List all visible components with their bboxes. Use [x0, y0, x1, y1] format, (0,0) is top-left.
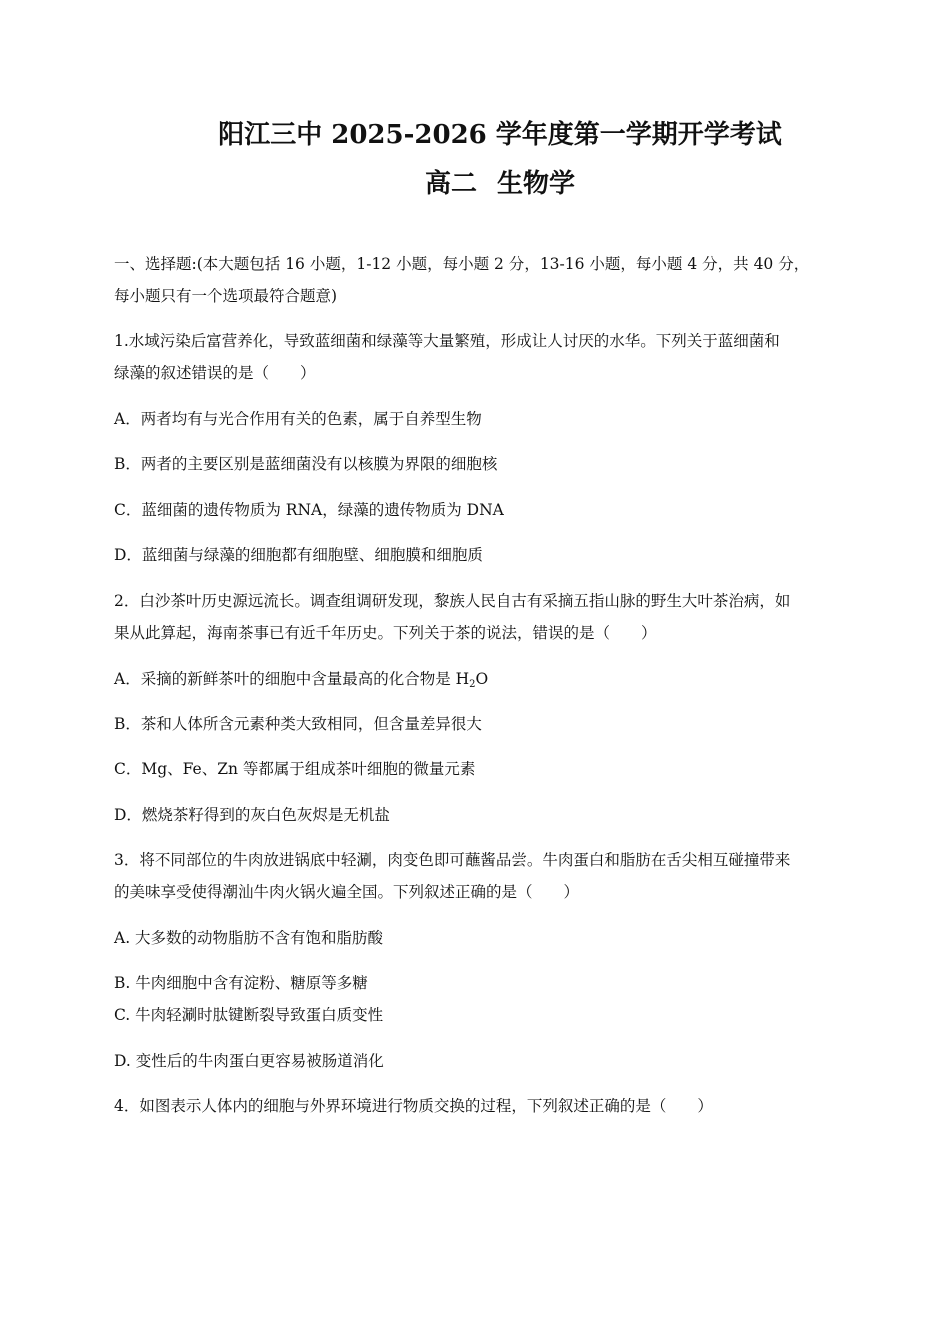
question-2-stem-line1: 2．白沙茶叶历史源远流长。调查组调研发现，黎族人民自古有采摘五指山脉的野生大叶茶治病，如: [114, 592, 791, 610]
question-1-stem-line1: 1.水域污染后富营养化，导致蓝细菌和绿藻等大量繁殖，形成让人讨厌的水华。下列关于蓝细菌和: [114, 332, 780, 350]
exam-title: 阳江三中 2025-2026 学年度第一学期开学考试: [218, 120, 782, 150]
question-3-option-a: A. 大多数的动物脂肪不含有饱和脂肪酸: [114, 929, 384, 947]
question-1-stem-line2: 绿藻的叙述错误的是（ ）: [114, 364, 316, 382]
question-2-option-b: B．茶和人体所含元素种类大致相同，但含量差异很大: [114, 715, 482, 733]
question-1-option-b: B．两者的主要区别是蓝细菌没有以核膜为界限的细胞核: [114, 455, 498, 473]
question-2-option-d: D．燃烧茶籽得到的灰白色灰烬是无机盐: [114, 806, 390, 824]
exam-subtitle: [0, 163, 950, 200]
section-instructions-line2: 每小题只有一个选项最符合题意): [114, 287, 338, 305]
question-1-option-c: C．蓝细菌的遗传物质为 RNA，绿藻的遗传物质为 DNA: [114, 501, 504, 519]
question-2-option-a: [114, 668, 488, 696]
question-3-stem-line2: 的美味享受使得潮汕牛肉火锅火遍全国。下列叙述正确的是（ ）: [114, 883, 580, 901]
question-3-option-d: D. 变性后的牛肉蛋白更容易被肠道消化: [114, 1052, 384, 1070]
question-1-option-a: A．两者均有与光合作用有关的色素，属于自养型生物: [114, 410, 482, 428]
grade-label: 高二: [424, 169, 477, 199]
question-4-stem-line1: 4．如图表示人体内的细胞与外界环境进行物质交换的过程，下列叙述正确的是（ ）: [114, 1097, 713, 1115]
question-3-stem-line1: 3．将不同部位的牛肉放进锅底中轻涮，肉变色即可蘸酱品尝。牛肉蛋白和脂肪在舌尖相互碰撞带来: [114, 851, 791, 869]
question-2-stem-line2: 果从此算起，海南茶事已有近千年历史。下列关于茶的说法，错误的是（ ）: [114, 624, 657, 642]
subject-label: 生物学: [497, 169, 576, 199]
question-2-option-a-subscript: 2: [469, 679, 476, 690]
question-3-option-b: B. 牛肉细胞中含有淀粉、糖原等多糖: [114, 974, 368, 992]
question-2-option-a-tail: O: [475, 670, 489, 688]
section-instructions-line1: 一、选择题:(本大题包括 16 小题，1-12 小题，每小题 2 分，13-16 小题，每小题 4 分，共 40 分，: [114, 255, 810, 273]
question-2-option-a-text: A．采摘的新鲜茶叶的细胞中含量最高的化合物是 H: [114, 670, 470, 688]
question-3-option-c: C. 牛肉轻涮时肽键断裂导致蛋白质变性: [114, 1006, 384, 1024]
question-1-option-d: D．蓝细菌与绿藻的细胞都有细胞壁、细胞膜和细胞质: [114, 546, 483, 564]
question-2-option-c: C．Mg、Fe、Zn 等都属于组成茶叶细胞的微量元素: [114, 760, 476, 778]
